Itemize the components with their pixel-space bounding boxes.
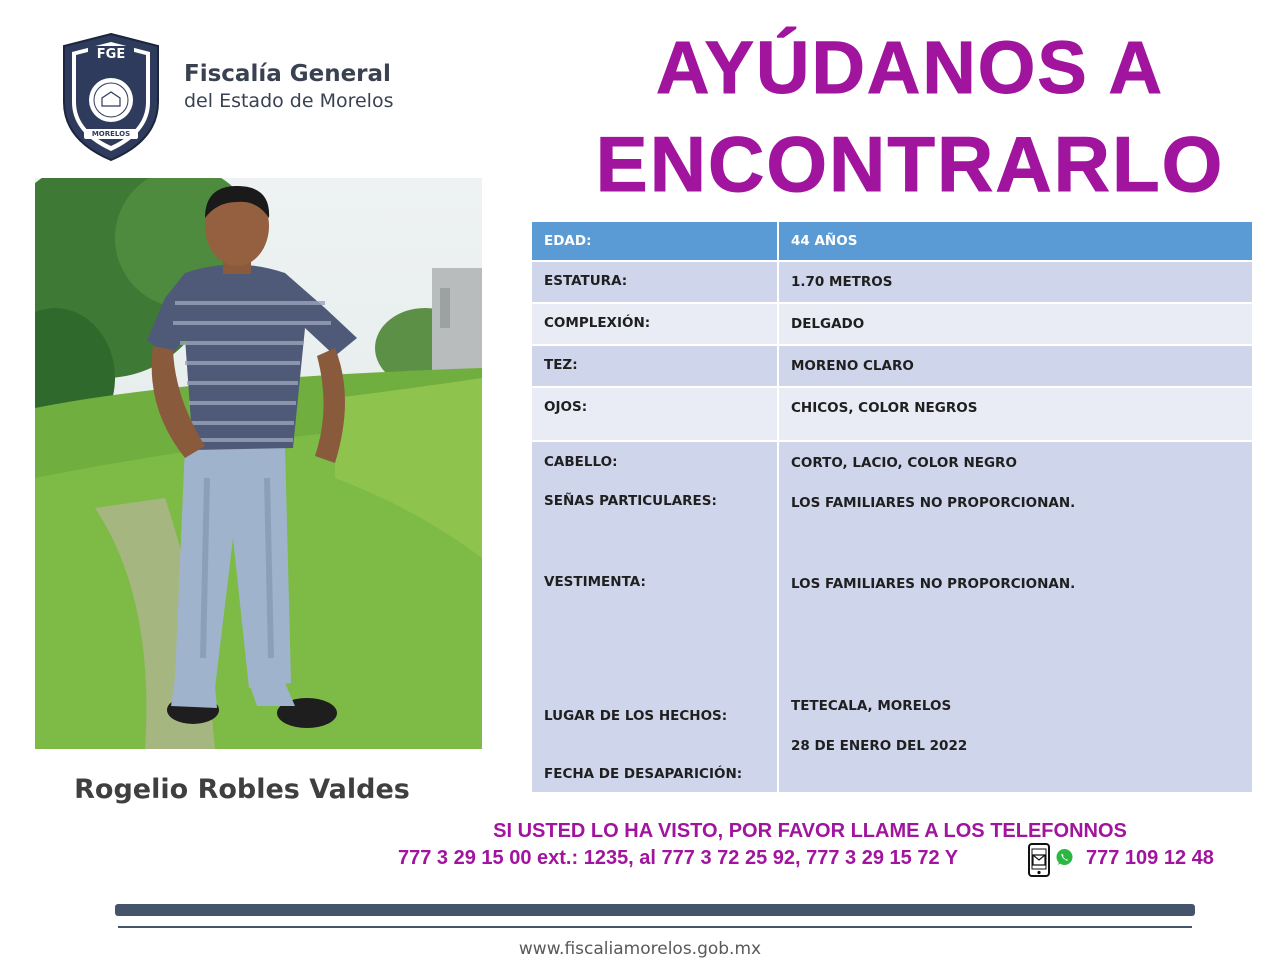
fecha-value: 28 DE ENERO DEL 2022: [791, 738, 968, 754]
cabello-value: CORTO, LACIO, COLOR NEGRO: [791, 455, 1017, 471]
senas-value: LOS FAMILIARES NO PROPORCIONAN.: [791, 495, 1076, 511]
vestimenta-value: LOS FAMILIARES NO PROPORCIONAN.: [791, 576, 1076, 592]
tez-value: MORENO CLARO: [791, 358, 914, 374]
footer-rule: [118, 926, 1192, 928]
whatsapp-icon: [1055, 848, 1074, 867]
fge-logo: [60, 32, 162, 162]
contact-phones: 777 3 29 15 00 ext.: 1235, al 777 3 72 25 92, 777 3 29 15 72 Y: [398, 847, 959, 869]
tez-label: TEZ:: [544, 357, 578, 373]
phone-icon: [1028, 843, 1050, 877]
complexion-value: DELGADO: [791, 316, 865, 332]
ojos-value: CHICOS, COLOR NEGROS: [791, 400, 978, 416]
org-name: Fiscalía General: [184, 61, 391, 87]
estatura-label: ESTATURA:: [544, 273, 628, 289]
edad-value: 44 AÑOS: [791, 233, 858, 249]
ojos-label: OJOS:: [544, 399, 588, 415]
cabello-label: CABELLO:: [544, 454, 618, 470]
org-subtitle: del Estado de Morelos: [184, 90, 394, 112]
whatsapp-number: 777 109 12 48: [1086, 847, 1214, 869]
senas-label: SEÑAS PARTICULARES:: [544, 493, 717, 509]
footer-bar: [115, 904, 1195, 916]
missing-person-photo: [35, 178, 482, 749]
lugar-value: TETECALA, MORELOS: [791, 698, 952, 714]
logo-text: FGE: [96, 47, 126, 62]
lugar-label: LUGAR DE LOS HECHOS:: [544, 708, 728, 724]
description-table: [532, 222, 1252, 792]
estatura-value: 1.70 METROS: [791, 274, 893, 290]
contact-heading: SI USTED LO HA VISTO, POR FAVOR LLAME A LOS TELEFONNOS: [493, 820, 1127, 842]
edad-label: EDAD:: [544, 233, 592, 249]
vestimenta-label: VESTIMENTA:: [544, 574, 646, 590]
complexion-label: COMPLEXIÓN:: [544, 315, 651, 331]
headline-line-2: ENCONTRARLO: [595, 120, 1225, 208]
website-link[interactable]: www.fiscaliamorelos.gob.mx: [518, 939, 762, 959]
person-name: Rogelio Robles Valdes: [74, 774, 410, 805]
fecha-label: FECHA DE DESAPARICIÓN:: [544, 766, 743, 782]
headline-line-1: AYÚDANOS A: [656, 26, 1164, 109]
logo-bottom-text: MORELOS: [91, 130, 131, 138]
